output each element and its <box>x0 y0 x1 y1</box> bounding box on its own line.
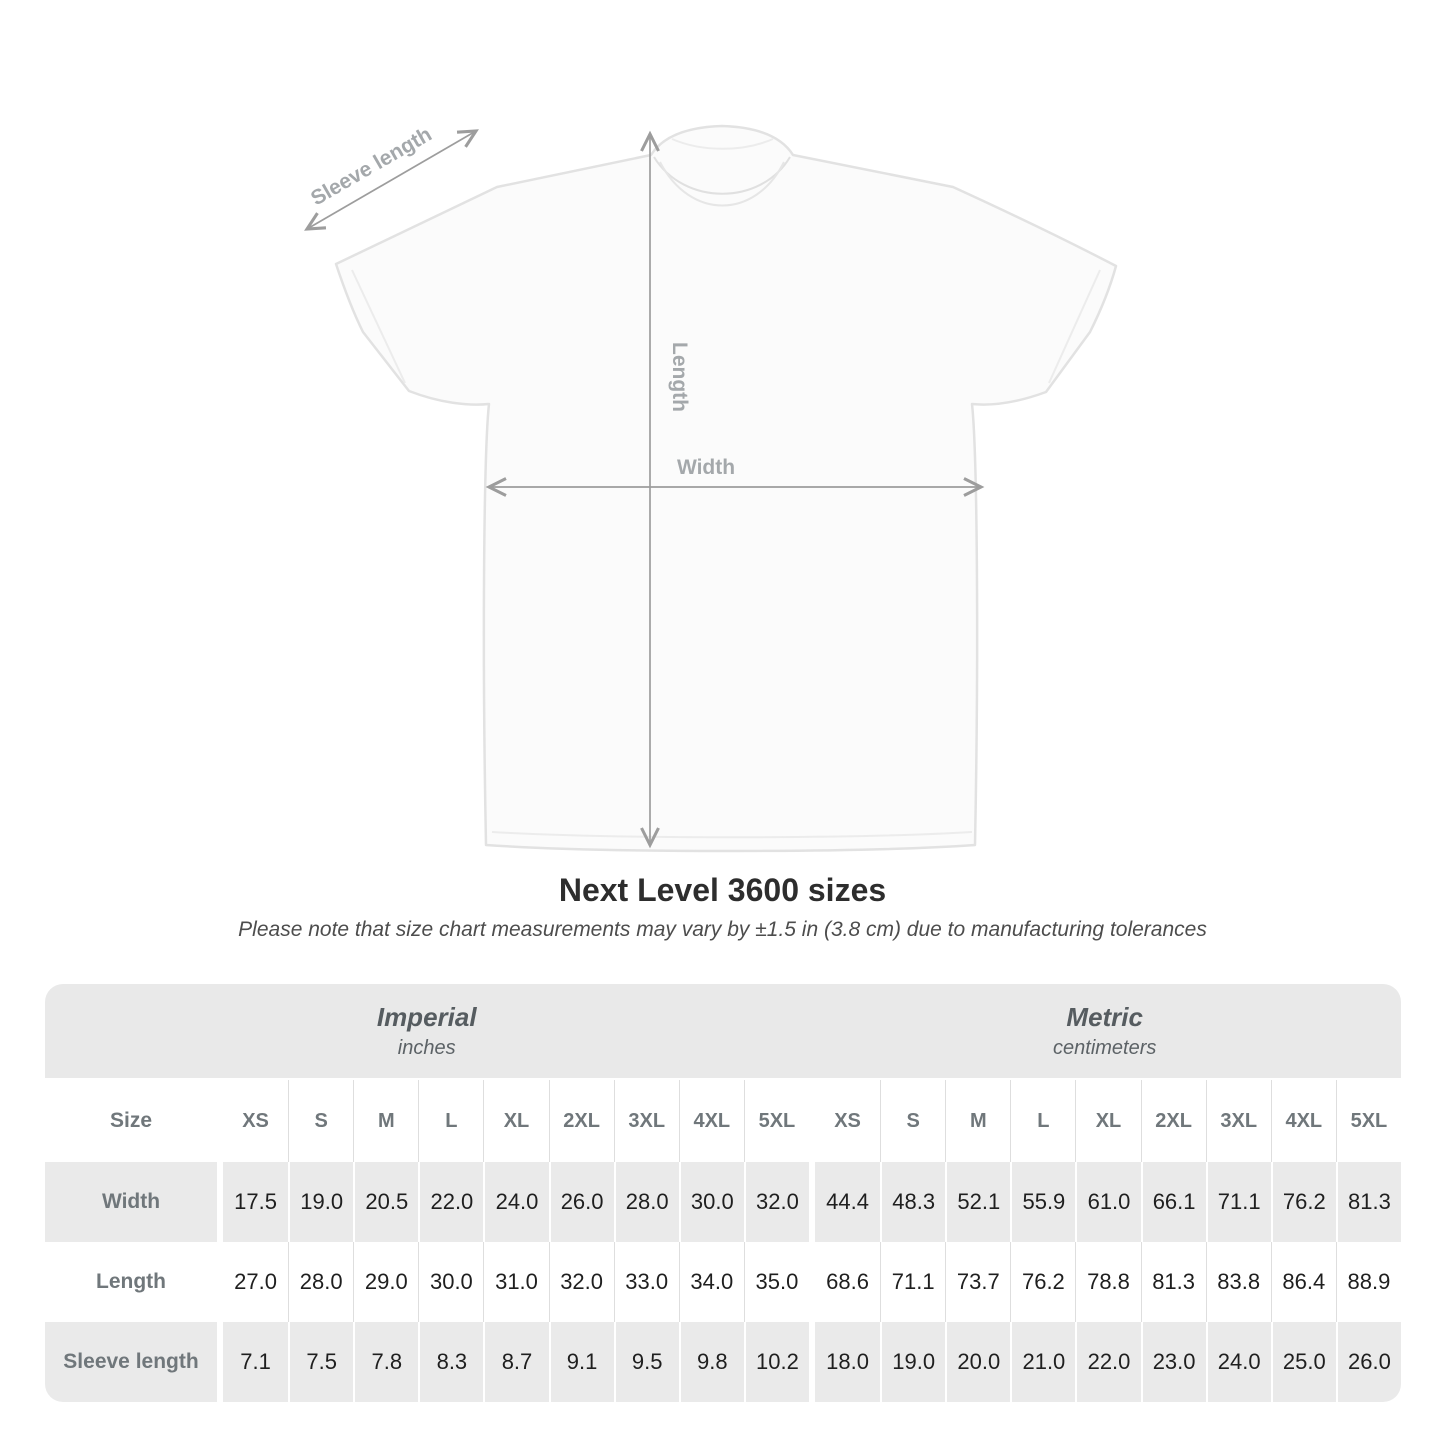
table-cell: 9.1 <box>549 1322 614 1402</box>
imperial-header <box>45 984 808 1078</box>
row-label: Length <box>45 1242 217 1322</box>
size-header-cell: S <box>880 1080 945 1162</box>
table-cell: 19.0 <box>880 1322 945 1402</box>
size-header-cell: 2XL <box>549 1080 614 1162</box>
size-header-cell: 4XL <box>679 1080 744 1162</box>
table-cell: 20.0 <box>945 1322 1010 1402</box>
length-label: Length <box>668 342 691 412</box>
size-header-cell: XL <box>1075 1080 1140 1162</box>
table-cell: 73.7 <box>945 1242 1010 1322</box>
size-header-cell: 5XL <box>744 1080 809 1162</box>
metric-unit-label: centimeters <box>1053 1037 1157 1059</box>
table-cell: 23.0 <box>1141 1322 1206 1402</box>
table-cell: 66.1 <box>1141 1162 1206 1242</box>
table-cell: 7.1 <box>223 1322 288 1402</box>
table-cell: 78.8 <box>1075 1242 1140 1322</box>
table-cell: 24.0 <box>1206 1322 1271 1402</box>
table-cell: 24.0 <box>483 1162 548 1242</box>
size-header-cell: XS <box>223 1080 288 1162</box>
table-cell: 30.0 <box>679 1162 744 1242</box>
table-cell: 33.0 <box>614 1242 679 1322</box>
unit-header-band <box>45 984 1401 1078</box>
table-cell: 32.0 <box>549 1242 614 1322</box>
table-cell: 20.5 <box>353 1162 418 1242</box>
table-cell: 26.0 <box>1336 1322 1401 1402</box>
table-cell: 52.1 <box>945 1162 1010 1242</box>
size-header-cell: M <box>353 1080 418 1162</box>
size-header-cell: L <box>1010 1080 1075 1162</box>
table-cell: 35.0 <box>744 1242 809 1322</box>
size-header-cell: 2XL <box>1141 1080 1206 1162</box>
size-header-cell: L <box>418 1080 483 1162</box>
table-cell: 71.1 <box>1206 1162 1271 1242</box>
table-cell: 10.2 <box>744 1322 809 1402</box>
table-cell: 76.2 <box>1271 1162 1336 1242</box>
table-cell: 55.9 <box>1010 1162 1075 1242</box>
table-cell: 17.5 <box>223 1162 288 1242</box>
width-label: Width <box>676 456 736 479</box>
imperial-label: Imperial <box>376 1002 477 1032</box>
table-cell: 7.5 <box>288 1322 353 1402</box>
table-cell: 61.0 <box>1075 1162 1140 1242</box>
sleeve-length-label: Sleeve length <box>307 122 436 211</box>
tolerance-note: Please note that size chart measurements may vary by ±1.5 in (3.8 cm) due to manufacturing tolerances <box>238 918 1207 941</box>
table-cell: 7.8 <box>353 1322 418 1402</box>
table-cell: 18.0 <box>815 1322 880 1402</box>
table-cell: 71.1 <box>880 1242 945 1322</box>
table-cell: 25.0 <box>1271 1322 1336 1402</box>
metric-header <box>808 984 1401 1078</box>
size-header-cell: 3XL <box>1206 1080 1271 1162</box>
table-cell: 76.2 <box>1010 1242 1075 1322</box>
size-header-cell: XS <box>815 1080 880 1162</box>
table-cell: 9.8 <box>679 1322 744 1402</box>
size-header-cell: 4XL <box>1271 1080 1336 1162</box>
table-cell: 8.3 <box>418 1322 483 1402</box>
table-cell: 8.7 <box>483 1322 548 1402</box>
table-cell: 28.0 <box>614 1162 679 1242</box>
size-column-header: Size <box>45 1080 217 1162</box>
table-cell: 28.0 <box>288 1242 353 1322</box>
size-grid <box>45 1080 1401 1402</box>
table-cell: 48.3 <box>880 1162 945 1242</box>
table-cell: 88.9 <box>1336 1242 1401 1322</box>
table-cell: 44.4 <box>815 1162 880 1242</box>
size-header-cell: 5XL <box>1336 1080 1401 1162</box>
table-cell: 83.8 <box>1206 1242 1271 1322</box>
table-cell: 86.4 <box>1271 1242 1336 1322</box>
row-label: Sleeve length <box>45 1322 217 1402</box>
metric-label: Metric <box>1066 1002 1143 1032</box>
title-block <box>0 872 1445 942</box>
table-cell: 21.0 <box>1010 1322 1075 1402</box>
table-cell: 81.3 <box>1141 1242 1206 1322</box>
tshirt-shape <box>336 126 1116 851</box>
size-header-cell: M <box>945 1080 1010 1162</box>
table-cell: 81.3 <box>1336 1162 1401 1242</box>
table-cell: 29.0 <box>353 1242 418 1322</box>
table-cell: 34.0 <box>679 1242 744 1322</box>
table-cell: 19.0 <box>288 1162 353 1242</box>
table-cell: 26.0 <box>549 1162 614 1242</box>
table-cell: 22.0 <box>1075 1322 1140 1402</box>
table-cell: 32.0 <box>744 1162 809 1242</box>
size-header-cell: 3XL <box>614 1080 679 1162</box>
page-title: Next Level 3600 sizes <box>558 872 887 908</box>
size-chart-table <box>45 984 1401 1402</box>
table-cell: 30.0 <box>418 1242 483 1322</box>
table-cell: 9.5 <box>614 1322 679 1402</box>
table-cell: 31.0 <box>483 1242 548 1322</box>
table-cell: 22.0 <box>418 1162 483 1242</box>
table-cell: 68.6 <box>815 1242 880 1322</box>
size-header-cell: S <box>288 1080 353 1162</box>
imperial-unit-label: inches <box>397 1037 456 1059</box>
row-label: Width <box>45 1162 217 1242</box>
size-header-cell: XL <box>483 1080 548 1162</box>
table-cell: 27.0 <box>223 1242 288 1322</box>
